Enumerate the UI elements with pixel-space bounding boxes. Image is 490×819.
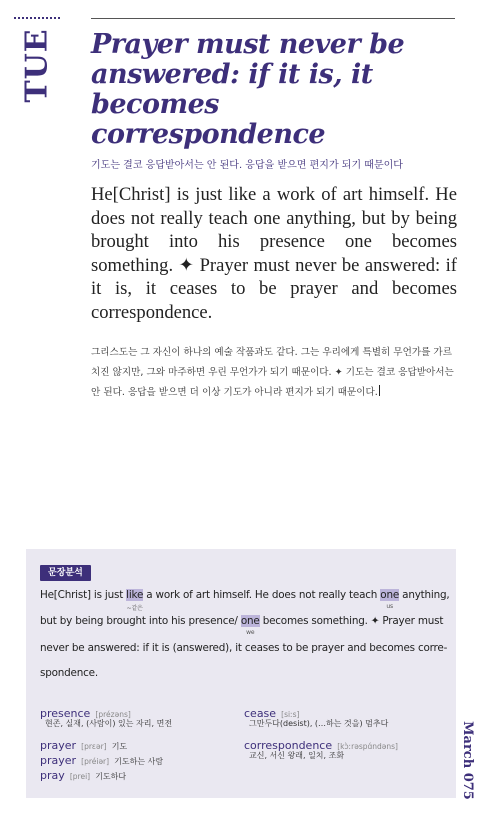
analysis-line-1: He[Christ] is just like ~같은 a work of art himself. He does not really teach one us anything, — [40, 589, 450, 612]
highlight-one: one us — [380, 589, 400, 610]
analysis-line-2: but by being brought into his presence/ one we becomes something. ✦ Prayer must — [40, 615, 444, 636]
vocab-meaning: 그만두다(desist), (…하는 것을) 멈추다 — [249, 719, 389, 728]
analysis-tag: 문장분석 — [40, 565, 91, 581]
vocab-meaning: 현존, 실재, (사람이) 있는 자리, 면전 — [45, 719, 173, 728]
sentence-analysis-box — [26, 549, 456, 798]
gloss-one: us — [386, 603, 393, 610]
vocab-entry: presence [prézəns] — [40, 707, 131, 720]
analysis-line-4: spondence. — [40, 667, 98, 679]
top-rule — [91, 18, 455, 19]
dotted-rule — [14, 17, 60, 19]
text-cursor — [379, 385, 380, 396]
vocab-entry: cease [siːs] — [244, 707, 300, 720]
date-label: March 075 — [459, 720, 475, 800]
analysis-line-3: never be answered: if it is (answered), it ceases to be prayer and becomes corre- — [40, 642, 448, 654]
gloss-one-2: we — [246, 629, 255, 636]
vocab-meaning: 교신, 서신 왕래, 일치, 조화 — [249, 751, 345, 760]
vocab-entry: correspondence [kɔ̀ːrəspɑ́ndəns] — [244, 739, 398, 752]
page-title: Prayer must never be answered: if it is, it becomes correspondence — [91, 29, 405, 150]
highlight-like: like ~같은 — [126, 589, 144, 612]
title-translation: 기도는 결코 응답받아서는 안 된다. 응답을 받으면 편지가 되기 때문이다 — [91, 160, 403, 171]
vocab-entry: prayer [préiər] 기도하는 사람 — [40, 754, 164, 767]
gloss-like: ~같은 — [126, 605, 143, 612]
day-label: TUE — [19, 27, 55, 103]
highlight-one-2: one we — [240, 615, 260, 636]
vocab-entry: pray [prei] 기도하다 — [40, 769, 127, 782]
quote-text: He[Christ] is just like a work of art himself. He does not really teach one anything, but by being brought into his presence one becomes something. ✦ Prayer must never be answered: if it is, it ceases to be prayer and becomes correspondence. — [91, 184, 457, 323]
quote-translation[interactable]: 그리스도는 그 자신이 하나의 예술 작품과도 같다. 그는 우리에게 특별히 무언가를 가르치진 않지만, 그와 마주하면 우린 무언가가 되기 때문이다. ✦ 기도는 결코 응답받아서는 안 된다. 응답을 받으면 더 이상 기도가 아니라 편지가 되기 때문이다. — [91, 347, 454, 398]
vocab-entry: prayer [prɛər] 기도 — [40, 739, 128, 752]
